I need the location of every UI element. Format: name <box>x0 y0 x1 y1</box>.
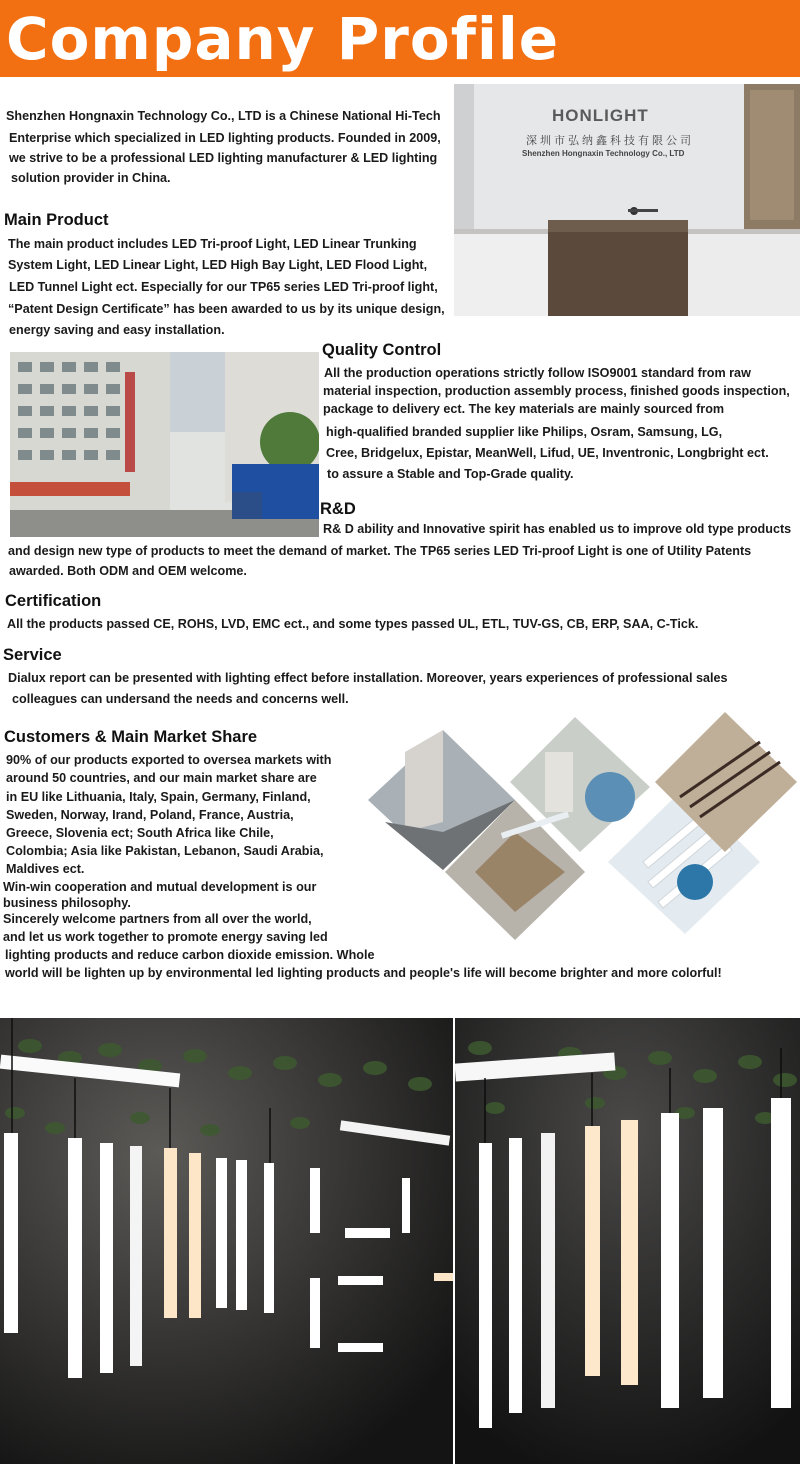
intro-line: Shenzhen Hongnaxin Technology Co., LTD is a Chinese National Hi-Tech <box>6 109 441 123</box>
quality-control-line: All the production operations strictly follow ISO9001 standard from raw <box>324 366 751 380</box>
product-display-photo-right <box>455 1018 800 1464</box>
company-chinese-name: 深圳市弘纳鑫科技有限公司 <box>526 135 694 147</box>
customers-line: Colombia; Asia like Pakistan, Lebanon, Saudi Arabia, <box>6 844 324 858</box>
customers-line: around 50 countries, and our main market share are <box>6 771 317 785</box>
rnd-line: awarded. Both ODM and OEM welcome. <box>9 564 247 578</box>
section-divider <box>0 986 800 1018</box>
service-line: colleagues can undersand the needs and concerns well. <box>12 692 349 706</box>
customers-line: Sincerely welcome partners from all over the world, <box>3 912 312 926</box>
main-product-line: System Light, LED Linear Light, LED High Bay Light, LED Flood Light, <box>8 258 428 272</box>
reception-photo <box>454 84 800 316</box>
company-english-name: Shenzhen Hongnaxin Technology Co., LTD <box>522 149 685 158</box>
service-heading: Service <box>3 646 62 664</box>
quality-control-line: material inspection, production assembly process, finished goods inspection, <box>323 384 790 398</box>
customers-line: world will be lighten up by environmental led lighting products and people's life will become brighter and more colorful! <box>5 966 722 980</box>
certification-heading: Certification <box>5 592 102 610</box>
customers-line: and let us work together to promote energy saving led <box>3 930 328 944</box>
customers-line: Greece, Slovenia ect; South Africa like Chile, <box>6 826 274 840</box>
quality-control-line: package to delivery ect. The key materials are mainly sourced from <box>323 402 725 416</box>
customers-line: Maldives ect. <box>6 862 85 876</box>
page-title: Company Profile <box>6 5 560 73</box>
main-product-line: The main product includes LED Tri-proof Light, LED Linear Trunking <box>8 237 417 251</box>
main-product-heading: Main Product <box>4 211 109 229</box>
customers-heading: Customers & Main Market Share <box>4 728 258 746</box>
customers-line: lighting products and reduce carbon dioxide emission. Whole <box>5 948 375 962</box>
rnd-heading: R&D <box>320 500 356 518</box>
customers-line: Win-win cooperation and mutual development is our <box>3 880 317 894</box>
main-product-line: “Patent Design Certificate” has been awarded to us by its unique design, <box>8 302 445 316</box>
product-display-photo-left <box>0 1018 453 1464</box>
honlight-logo: HONLIGHT <box>552 106 649 125</box>
customers-line: 90% of our products exported to oversea markets with <box>6 753 332 767</box>
quality-control-line: high-qualified branded supplier like Philips, Osram, Samsung, LG, <box>326 425 723 439</box>
main-product-line: LED Tunnel Light ect. Especially for our TP65 series LED Tri-proof light, <box>9 280 438 294</box>
intro-line: Enterprise which specialized in LED lighting products. Founded in 2009, <box>9 131 441 145</box>
intro-line: we strive to be a professional LED lighting manufacturer & LED lighting <box>9 151 438 165</box>
rnd-line: and design new type of products to meet the demand of market. The TP65 series LED Tri-proof Light is one of Utility Patents <box>8 544 752 558</box>
customers-line: business philosophy. <box>3 896 131 910</box>
quality-control-heading: Quality Control <box>322 341 442 359</box>
factory-building-photo <box>10 352 319 537</box>
page-header <box>0 0 800 77</box>
certification-text: All the products passed CE, ROHS, LVD, EMC ect., and some types passed UL, ETL, TUV-GS, CB, ERP, SAA, C-Tick. <box>7 617 699 631</box>
quality-control-line: to assure a Stable and Top-Grade quality. <box>327 467 574 481</box>
quality-control-line: Cree, Bridgelux, Epistar, MeanWell, Lifud, UE, Inventronic, Longbright ect. <box>326 446 769 460</box>
factory-collage-image <box>365 712 800 942</box>
rnd-line: R& D ability and Innovative spirit has enabled us to improve old type products <box>323 522 792 536</box>
intro-line: solution provider in China. <box>11 171 171 185</box>
customers-line: Sweden, Norway, Irand, Poland, France, Austria, <box>6 808 294 822</box>
service-line: Dialux report can be presented with lighting effect before installation. Moreover, years experiences of professional sales <box>8 671 728 685</box>
customers-line: in EU like Lithuania, Italy, Spain, Germany, Finland, <box>6 790 311 804</box>
main-product-line: energy saving and easy installation. <box>9 323 225 337</box>
